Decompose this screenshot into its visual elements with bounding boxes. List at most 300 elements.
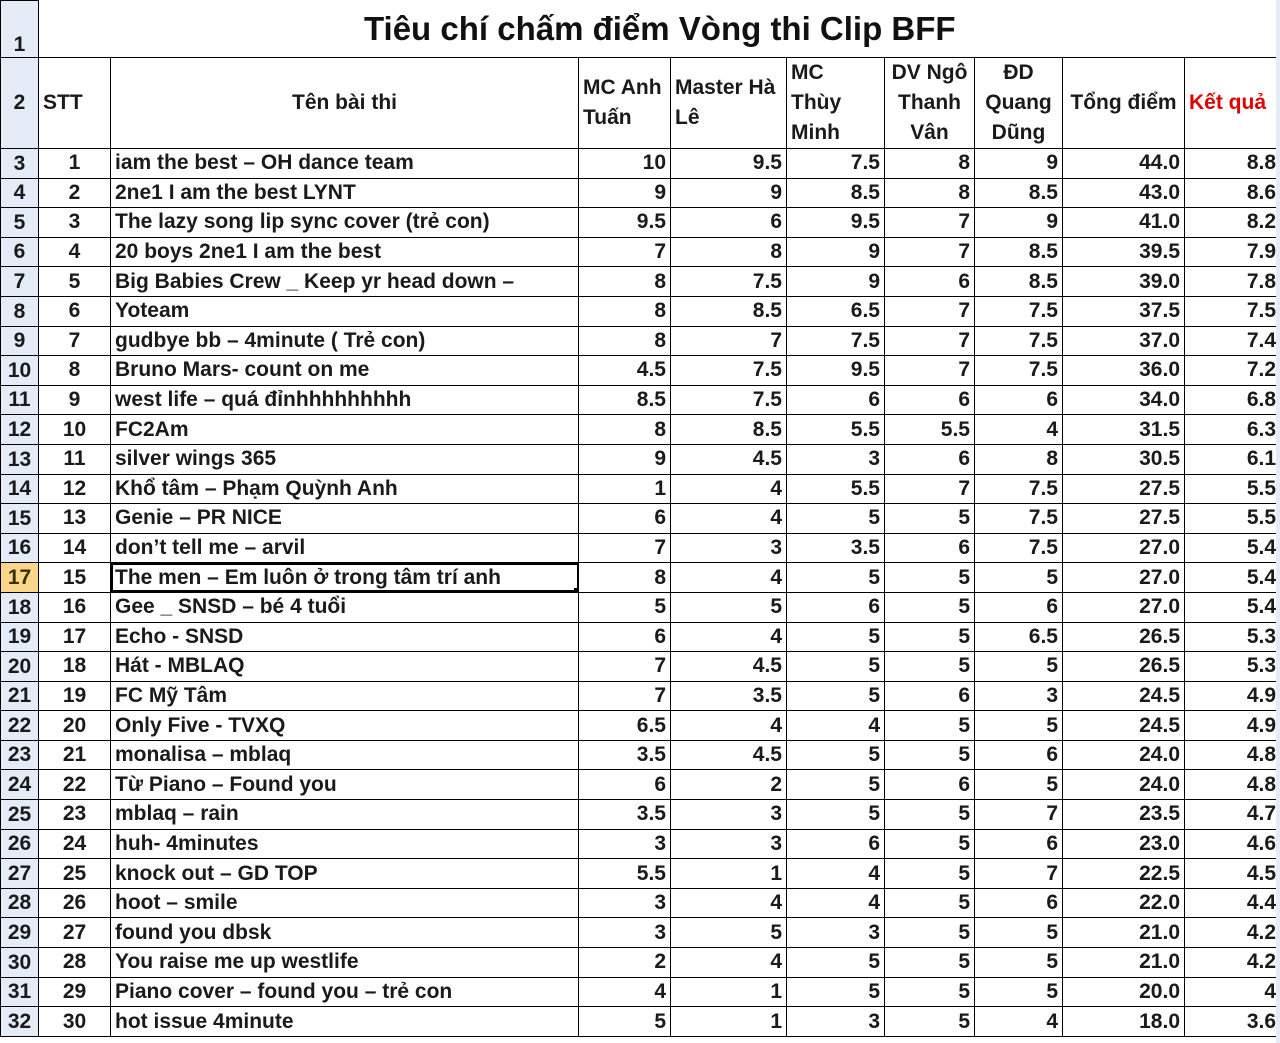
cell-entry-name[interactable]: Bruno Mars- count on me: [111, 356, 579, 386]
cell-stt[interactable]: 19: [39, 681, 111, 711]
cell-judge-5[interactable]: 5: [975, 977, 1063, 1007]
cell-result[interactable]: 7.2: [1185, 356, 1280, 386]
cell-result[interactable]: 4.6: [1185, 829, 1280, 859]
cell-judge-4[interactable]: 8: [885, 149, 975, 179]
cell-stt[interactable]: 10: [39, 415, 111, 445]
cell-judge-5[interactable]: 7.5: [975, 296, 1063, 326]
cell-entry-name[interactable]: Piano cover – found you – trẻ con: [111, 977, 579, 1007]
cell-total[interactable]: 27.5: [1063, 474, 1185, 504]
row-header[interactable]: 23: [1, 740, 39, 770]
cell-stt[interactable]: 24: [39, 829, 111, 859]
cell-judge-1[interactable]: 1: [579, 474, 671, 504]
row-header[interactable]: 20: [1, 652, 39, 682]
cell-judge-1[interactable]: 9: [579, 444, 671, 474]
cell-result[interactable]: 4.2: [1185, 948, 1280, 978]
cell-judge-2[interactable]: 4: [671, 888, 787, 918]
cell-stt[interactable]: 9: [39, 385, 111, 415]
row-header[interactable]: 10: [1, 356, 39, 386]
row-header[interactable]: 24: [1, 770, 39, 800]
cell-result[interactable]: 4.2: [1185, 918, 1280, 948]
header-judge-2[interactable]: [671, 58, 787, 149]
cell-result[interactable]: 4.9: [1185, 681, 1280, 711]
cell-judge-4[interactable]: 5: [885, 504, 975, 534]
cell-judge-4[interactable]: 7: [885, 237, 975, 267]
cell-judge-1[interactable]: 3.5: [579, 740, 671, 770]
cell-judge-5[interactable]: 4: [975, 415, 1063, 445]
cell-judge-2[interactable]: 7.5: [671, 356, 787, 386]
cell-judge-3[interactable]: 5: [787, 681, 885, 711]
cell-judge-2[interactable]: 2: [671, 770, 787, 800]
cell-judge-1[interactable]: 8: [579, 267, 671, 297]
cell-stt[interactable]: 13: [39, 504, 111, 534]
cell-entry-name[interactable]: Yoteam: [111, 296, 579, 326]
header-entry-name[interactable]: Tên bài thi: [111, 58, 579, 149]
cell-result[interactable]: 4: [1185, 977, 1280, 1007]
cell-judge-2[interactable]: 8: [671, 237, 787, 267]
cell-result[interactable]: 7.9: [1185, 237, 1280, 267]
row-header[interactable]: 29: [1, 918, 39, 948]
cell-judge-5[interactable]: 7.5: [975, 533, 1063, 563]
cell-judge-3[interactable]: 3: [787, 918, 885, 948]
row-header[interactable]: 11: [1, 385, 39, 415]
cell-total[interactable]: 22.5: [1063, 859, 1185, 889]
row-header[interactable]: 8: [1, 296, 39, 326]
cell-judge-3[interactable]: 3: [787, 1007, 885, 1037]
cell-judge-3[interactable]: 5: [787, 977, 885, 1007]
cell-judge-4[interactable]: 7: [885, 356, 975, 386]
sheet-title[interactable]: Tiêu chí chấm điểm Vòng thi Clip BFF: [39, 1, 1280, 58]
cell-judge-1[interactable]: 5.5: [579, 859, 671, 889]
cell-total[interactable]: 30.5: [1063, 444, 1185, 474]
cell-judge-3[interactable]: 3.5: [787, 533, 885, 563]
cell-judge-1[interactable]: 8: [579, 415, 671, 445]
cell-judge-3[interactable]: 5: [787, 948, 885, 978]
cell-judge-1[interactable]: 6.5: [579, 711, 671, 741]
row-header[interactable]: 26: [1, 829, 39, 859]
cell-judge-2[interactable]: 3: [671, 829, 787, 859]
cell-total[interactable]: 24.0: [1063, 770, 1185, 800]
cell-entry-name[interactable]: monalisa – mblaq: [111, 740, 579, 770]
cell-total[interactable]: 34.0: [1063, 385, 1185, 415]
cell-result[interactable]: 5.4: [1185, 533, 1280, 563]
cell-stt[interactable]: 1: [39, 149, 111, 179]
cell-total[interactable]: 20.0: [1063, 977, 1185, 1007]
cell-judge-5[interactable]: 7.5: [975, 474, 1063, 504]
cell-judge-5[interactable]: 6: [975, 740, 1063, 770]
cell-stt[interactable]: 6: [39, 296, 111, 326]
cell-judge-4[interactable]: 5: [885, 888, 975, 918]
cell-judge-1[interactable]: 7: [579, 681, 671, 711]
cell-stt[interactable]: 5: [39, 267, 111, 297]
cell-entry-name[interactable]: Genie – PR NICE: [111, 504, 579, 534]
cell-total[interactable]: 21.0: [1063, 918, 1185, 948]
cell-judge-5[interactable]: 7: [975, 800, 1063, 830]
cell-judge-2[interactable]: 3: [671, 800, 787, 830]
row-header-1[interactable]: 1: [1, 1, 39, 58]
cell-judge-1[interactable]: 4.5: [579, 356, 671, 386]
cell-result[interactable]: 6.8: [1185, 385, 1280, 415]
cell-judge-5[interactable]: 7.5: [975, 356, 1063, 386]
cell-judge-2[interactable]: 7.5: [671, 267, 787, 297]
cell-total[interactable]: 21.0: [1063, 948, 1185, 978]
cell-judge-4[interactable]: 5: [885, 740, 975, 770]
cell-entry-name[interactable]: mblaq – rain: [111, 800, 579, 830]
cell-judge-3[interactable]: 3: [787, 444, 885, 474]
row-header[interactable]: 3: [1, 149, 39, 179]
cell-result[interactable]: 6.1: [1185, 444, 1280, 474]
row-header[interactable]: 25: [1, 800, 39, 830]
cell-judge-5[interactable]: 7.5: [975, 326, 1063, 356]
cell-result[interactable]: 5.5: [1185, 504, 1280, 534]
cell-judge-4[interactable]: 6: [885, 681, 975, 711]
cell-judge-4[interactable]: 7: [885, 208, 975, 238]
cell-entry-name[interactable]: iam the best – OH dance team: [111, 149, 579, 179]
row-header[interactable]: 27: [1, 859, 39, 889]
cell-judge-4[interactable]: 6: [885, 444, 975, 474]
cell-judge-5[interactable]: 6: [975, 592, 1063, 622]
cell-judge-2[interactable]: 1: [671, 1007, 787, 1037]
cell-entry-name[interactable]: silver wings 365: [111, 444, 579, 474]
cell-total[interactable]: 27.0: [1063, 563, 1185, 593]
cell-stt[interactable]: 29: [39, 977, 111, 1007]
row-header[interactable]: 31: [1, 977, 39, 1007]
row-header[interactable]: 15: [1, 504, 39, 534]
cell-judge-2[interactable]: 4: [671, 622, 787, 652]
cell-judge-5[interactable]: 6: [975, 385, 1063, 415]
cell-judge-2[interactable]: 1: [671, 977, 787, 1007]
cell-result[interactable]: 7.8: [1185, 267, 1280, 297]
cell-result[interactable]: 5.3: [1185, 652, 1280, 682]
header-stt[interactable]: STT: [39, 58, 111, 149]
cell-judge-3[interactable]: 9: [787, 267, 885, 297]
cell-total[interactable]: 37.0: [1063, 326, 1185, 356]
cell-stt[interactable]: 18: [39, 652, 111, 682]
row-header[interactable]: 21: [1, 681, 39, 711]
header-judge-5[interactable]: [975, 58, 1063, 149]
cell-stt[interactable]: 7: [39, 326, 111, 356]
cell-result[interactable]: 3.6: [1185, 1007, 1280, 1037]
cell-judge-3[interactable]: 5: [787, 563, 885, 593]
cell-judge-1[interactable]: 8.5: [579, 385, 671, 415]
cell-judge-1[interactable]: 10: [579, 149, 671, 179]
cell-result[interactable]: 5.4: [1185, 592, 1280, 622]
cell-judge-5[interactable]: 5: [975, 652, 1063, 682]
cell-stt[interactable]: 16: [39, 592, 111, 622]
cell-result[interactable]: 4.8: [1185, 770, 1280, 800]
cell-judge-4[interactable]: 5: [885, 977, 975, 1007]
cell-judge-5[interactable]: 8.5: [975, 237, 1063, 267]
cell-judge-1[interactable]: 3: [579, 829, 671, 859]
cell-judge-3[interactable]: 4: [787, 859, 885, 889]
cell-judge-5[interactable]: 3: [975, 681, 1063, 711]
cell-entry-name[interactable]: FC Mỹ Tâm: [111, 681, 579, 711]
row-header-2[interactable]: 2: [1, 58, 39, 149]
cell-judge-1[interactable]: 6: [579, 770, 671, 800]
cell-result[interactable]: 4.7: [1185, 800, 1280, 830]
cell-judge-3[interactable]: 5: [787, 652, 885, 682]
cell-entry-name[interactable]: Từ Piano – Found you: [111, 770, 579, 800]
cell-judge-4[interactable]: 8: [885, 178, 975, 208]
cell-judge-3[interactable]: 6: [787, 829, 885, 859]
cell-judge-4[interactable]: 7: [885, 474, 975, 504]
cell-judge-3[interactable]: 9.5: [787, 208, 885, 238]
cell-judge-2[interactable]: 9: [671, 178, 787, 208]
cell-entry-name[interactable]: Echo - SNSD: [111, 622, 579, 652]
cell-judge-5[interactable]: 8.5: [975, 178, 1063, 208]
cell-judge-3[interactable]: 5.5: [787, 415, 885, 445]
cell-entry-name[interactable]: 20 boys 2ne1 I am the best: [111, 237, 579, 267]
cell-judge-2[interactable]: 3: [671, 533, 787, 563]
cell-entry-name[interactable]: knock out – GD TOP: [111, 859, 579, 889]
cell-judge-4[interactable]: 5: [885, 829, 975, 859]
cell-entry-name[interactable]: Khổ tâm – Phạm Quỳnh Anh: [111, 474, 579, 504]
cell-entry-name[interactable]: gudbye bb – 4minute ( Trẻ con): [111, 326, 579, 356]
cell-judge-2[interactable]: 1: [671, 859, 787, 889]
cell-stt[interactable]: 17: [39, 622, 111, 652]
cell-result[interactable]: 4.4: [1185, 888, 1280, 918]
cell-judge-5[interactable]: 8.5: [975, 267, 1063, 297]
cell-total[interactable]: 39.5: [1063, 237, 1185, 267]
cell-judge-3[interactable]: 9.5: [787, 356, 885, 386]
cell-judge-2[interactable]: 4: [671, 474, 787, 504]
cell-total[interactable]: 27.5: [1063, 504, 1185, 534]
cell-judge-5[interactable]: 5: [975, 563, 1063, 593]
row-header[interactable]: 6: [1, 237, 39, 267]
cell-entry-name[interactable]: FC2Am: [111, 415, 579, 445]
cell-total[interactable]: 43.0: [1063, 178, 1185, 208]
cell-entry-name[interactable]: huh- 4minutes: [111, 829, 579, 859]
row-header[interactable]: 17: [1, 563, 39, 593]
cell-judge-4[interactable]: 5: [885, 948, 975, 978]
cell-total[interactable]: 39.0: [1063, 267, 1185, 297]
cell-judge-3[interactable]: 5: [787, 622, 885, 652]
cell-entry-name[interactable]: 2ne1 I am the best LYNT: [111, 178, 579, 208]
cell-judge-4[interactable]: 5.5: [885, 415, 975, 445]
cell-judge-5[interactable]: 4: [975, 1007, 1063, 1037]
cell-result[interactable]: 4.9: [1185, 711, 1280, 741]
cell-total[interactable]: 24.5: [1063, 711, 1185, 741]
cell-result[interactable]: 6.3: [1185, 415, 1280, 445]
cell-judge-3[interactable]: 5.5: [787, 474, 885, 504]
cell-result[interactable]: 5.5: [1185, 474, 1280, 504]
cell-entry-name[interactable]: Gee _ SNSD – bé 4 tuổi: [111, 592, 579, 622]
cell-result[interactable]: 7.5: [1185, 296, 1280, 326]
cell-judge-1[interactable]: 8: [579, 563, 671, 593]
cell-judge-1[interactable]: 6: [579, 622, 671, 652]
row-header[interactable]: 16: [1, 533, 39, 563]
cell-judge-2[interactable]: 4: [671, 948, 787, 978]
row-header[interactable]: 12: [1, 415, 39, 445]
header-result[interactable]: Kết quả: [1185, 58, 1280, 149]
cell-judge-1[interactable]: 3: [579, 918, 671, 948]
cell-judge-4[interactable]: 5: [885, 918, 975, 948]
cell-result[interactable]: 5.4: [1185, 563, 1280, 593]
cell-total[interactable]: 27.0: [1063, 533, 1185, 563]
cell-entry-name[interactable]: found you dbsk: [111, 918, 579, 948]
cell-total[interactable]: 24.5: [1063, 681, 1185, 711]
cell-judge-3[interactable]: 8.5: [787, 178, 885, 208]
cell-total[interactable]: 26.5: [1063, 652, 1185, 682]
cell-judge-5[interactable]: 9: [975, 208, 1063, 238]
cell-entry-name[interactable]: Only Five - TVXQ: [111, 711, 579, 741]
header-total[interactable]: Tổng điểm: [1063, 58, 1185, 149]
cell-entry-name[interactable]: Hát - MBLAQ: [111, 652, 579, 682]
cell-judge-4[interactable]: 5: [885, 563, 975, 593]
row-header[interactable]: 19: [1, 622, 39, 652]
cell-judge-3[interactable]: 5: [787, 740, 885, 770]
cell-judge-1[interactable]: 2: [579, 948, 671, 978]
cell-entry-name[interactable]: west life – quá đỉnhhhhhhhhh: [111, 385, 579, 415]
cell-entry-name[interactable]: Big Babies Crew _ Keep yr head down –: [111, 267, 579, 297]
cell-entry-name[interactable]: You raise me up westlife: [111, 948, 579, 978]
cell-result[interactable]: 7.4: [1185, 326, 1280, 356]
cell-judge-1[interactable]: 9.5: [579, 208, 671, 238]
cell-judge-2[interactable]: 6: [671, 208, 787, 238]
cell-judge-1[interactable]: 7: [579, 237, 671, 267]
cell-entry-name[interactable]: don’t tell me – arvil: [111, 533, 579, 563]
cell-judge-5[interactable]: 6: [975, 829, 1063, 859]
row-header[interactable]: 30: [1, 948, 39, 978]
cell-total[interactable]: 18.0: [1063, 1007, 1185, 1037]
row-header[interactable]: 4: [1, 178, 39, 208]
cell-judge-3[interactable]: 5: [787, 800, 885, 830]
cell-judge-3[interactable]: 9: [787, 237, 885, 267]
header-judge-4[interactable]: [885, 58, 975, 149]
cell-judge-3[interactable]: 7.5: [787, 149, 885, 179]
cell-total[interactable]: 37.5: [1063, 296, 1185, 326]
cell-judge-3[interactable]: 7.5: [787, 326, 885, 356]
cell-entry-name[interactable]: The lazy song lip sync cover (trẻ con): [111, 208, 579, 238]
cell-total[interactable]: 44.0: [1063, 149, 1185, 179]
cell-stt[interactable]: 14: [39, 533, 111, 563]
cell-stt[interactable]: 8: [39, 356, 111, 386]
cell-total[interactable]: 23.5: [1063, 800, 1185, 830]
cell-judge-1[interactable]: 5: [579, 592, 671, 622]
selected-cell[interactable]: The men – Em luôn ở trong tâm trí anh: [111, 563, 579, 593]
row-header[interactable]: 18: [1, 592, 39, 622]
cell-judge-4[interactable]: 7: [885, 326, 975, 356]
cell-judge-5[interactable]: 6: [975, 888, 1063, 918]
row-header[interactable]: 5: [1, 208, 39, 238]
cell-judge-2[interactable]: 4.5: [671, 444, 787, 474]
fill-handle[interactable]: [574, 588, 579, 593]
row-header[interactable]: 14: [1, 474, 39, 504]
cell-result[interactable]: 8.6: [1185, 178, 1280, 208]
cell-stt[interactable]: 28: [39, 948, 111, 978]
cell-entry-name[interactable]: hot issue 4minute: [111, 1007, 579, 1037]
cell-judge-4[interactable]: 5: [885, 800, 975, 830]
cell-stt[interactable]: 12: [39, 474, 111, 504]
cell-stt[interactable]: 30: [39, 1007, 111, 1037]
cell-judge-1[interactable]: 5: [579, 1007, 671, 1037]
row-header[interactable]: 22: [1, 711, 39, 741]
row-header[interactable]: 32: [1, 1007, 39, 1037]
cell-judge-1[interactable]: 7: [579, 652, 671, 682]
cell-total[interactable]: 26.5: [1063, 622, 1185, 652]
cell-judge-1[interactable]: 9: [579, 178, 671, 208]
header-judge-1[interactable]: [579, 58, 671, 149]
cell-judge-5[interactable]: 6.5: [975, 622, 1063, 652]
cell-judge-1[interactable]: 6: [579, 504, 671, 534]
cell-judge-4[interactable]: 5: [885, 859, 975, 889]
cell-judge-3[interactable]: 6: [787, 385, 885, 415]
cell-judge-1[interactable]: 7: [579, 533, 671, 563]
cell-stt[interactable]: 21: [39, 740, 111, 770]
cell-stt[interactable]: 27: [39, 918, 111, 948]
cell-judge-1[interactable]: 3.5: [579, 800, 671, 830]
cell-judge-2[interactable]: 5: [671, 918, 787, 948]
cell-stt[interactable]: 23: [39, 800, 111, 830]
cell-judge-4[interactable]: 5: [885, 711, 975, 741]
cell-judge-2[interactable]: 4: [671, 563, 787, 593]
cell-judge-1[interactable]: 8: [579, 296, 671, 326]
cell-total[interactable]: 31.5: [1063, 415, 1185, 445]
cell-judge-4[interactable]: 5: [885, 1007, 975, 1037]
cell-judge-5[interactable]: 8: [975, 444, 1063, 474]
cell-judge-2[interactable]: 7.5: [671, 385, 787, 415]
cell-judge-3[interactable]: 5: [787, 770, 885, 800]
cell-result[interactable]: 8.2: [1185, 208, 1280, 238]
cell-judge-2[interactable]: 7: [671, 326, 787, 356]
cell-judge-3[interactable]: 5: [787, 504, 885, 534]
cell-total[interactable]: 24.0: [1063, 740, 1185, 770]
cell-result[interactable]: 4.5: [1185, 859, 1280, 889]
cell-stt[interactable]: 2: [39, 178, 111, 208]
cell-judge-4[interactable]: 6: [885, 385, 975, 415]
cell-judge-5[interactable]: 5: [975, 770, 1063, 800]
cell-judge-5[interactable]: 5: [975, 711, 1063, 741]
cell-stt[interactable]: 26: [39, 888, 111, 918]
cell-stt[interactable]: 22: [39, 770, 111, 800]
cell-judge-2[interactable]: 3.5: [671, 681, 787, 711]
row-header[interactable]: 28: [1, 888, 39, 918]
cell-stt[interactable]: 11: [39, 444, 111, 474]
row-header[interactable]: 7: [1, 267, 39, 297]
cell-judge-5[interactable]: 5: [975, 918, 1063, 948]
row-header[interactable]: 9: [1, 326, 39, 356]
cell-judge-2[interactable]: 5: [671, 592, 787, 622]
cell-judge-5[interactable]: 5: [975, 948, 1063, 978]
cell-stt[interactable]: 25: [39, 859, 111, 889]
cell-judge-2[interactable]: 8.5: [671, 415, 787, 445]
cell-judge-2[interactable]: 4.5: [671, 740, 787, 770]
cell-judge-4[interactable]: 6: [885, 770, 975, 800]
header-judge-3[interactable]: [787, 58, 885, 149]
cell-judge-3[interactable]: 4: [787, 711, 885, 741]
cell-judge-2[interactable]: 8.5: [671, 296, 787, 326]
row-header[interactable]: 13: [1, 444, 39, 474]
cell-total[interactable]: 23.0: [1063, 829, 1185, 859]
cell-stt[interactable]: 4: [39, 237, 111, 267]
cell-judge-5[interactable]: 7.5: [975, 504, 1063, 534]
cell-judge-4[interactable]: 6: [885, 533, 975, 563]
cell-stt[interactable]: 3: [39, 208, 111, 238]
cell-total[interactable]: 36.0: [1063, 356, 1185, 386]
cell-total[interactable]: 22.0: [1063, 888, 1185, 918]
cell-judge-3[interactable]: 4: [787, 888, 885, 918]
cell-total[interactable]: 27.0: [1063, 592, 1185, 622]
cell-total[interactable]: 41.0: [1063, 208, 1185, 238]
cell-judge-2[interactable]: 4: [671, 711, 787, 741]
cell-entry-name[interactable]: hoot – smile: [111, 888, 579, 918]
cell-stt[interactable]: 20: [39, 711, 111, 741]
cell-judge-4[interactable]: 5: [885, 592, 975, 622]
cell-result[interactable]: 4.8: [1185, 740, 1280, 770]
cell-judge-4[interactable]: 7: [885, 296, 975, 326]
cell-judge-4[interactable]: 6: [885, 267, 975, 297]
cell-judge-1[interactable]: 8: [579, 326, 671, 356]
cell-judge-3[interactable]: 6: [787, 592, 885, 622]
